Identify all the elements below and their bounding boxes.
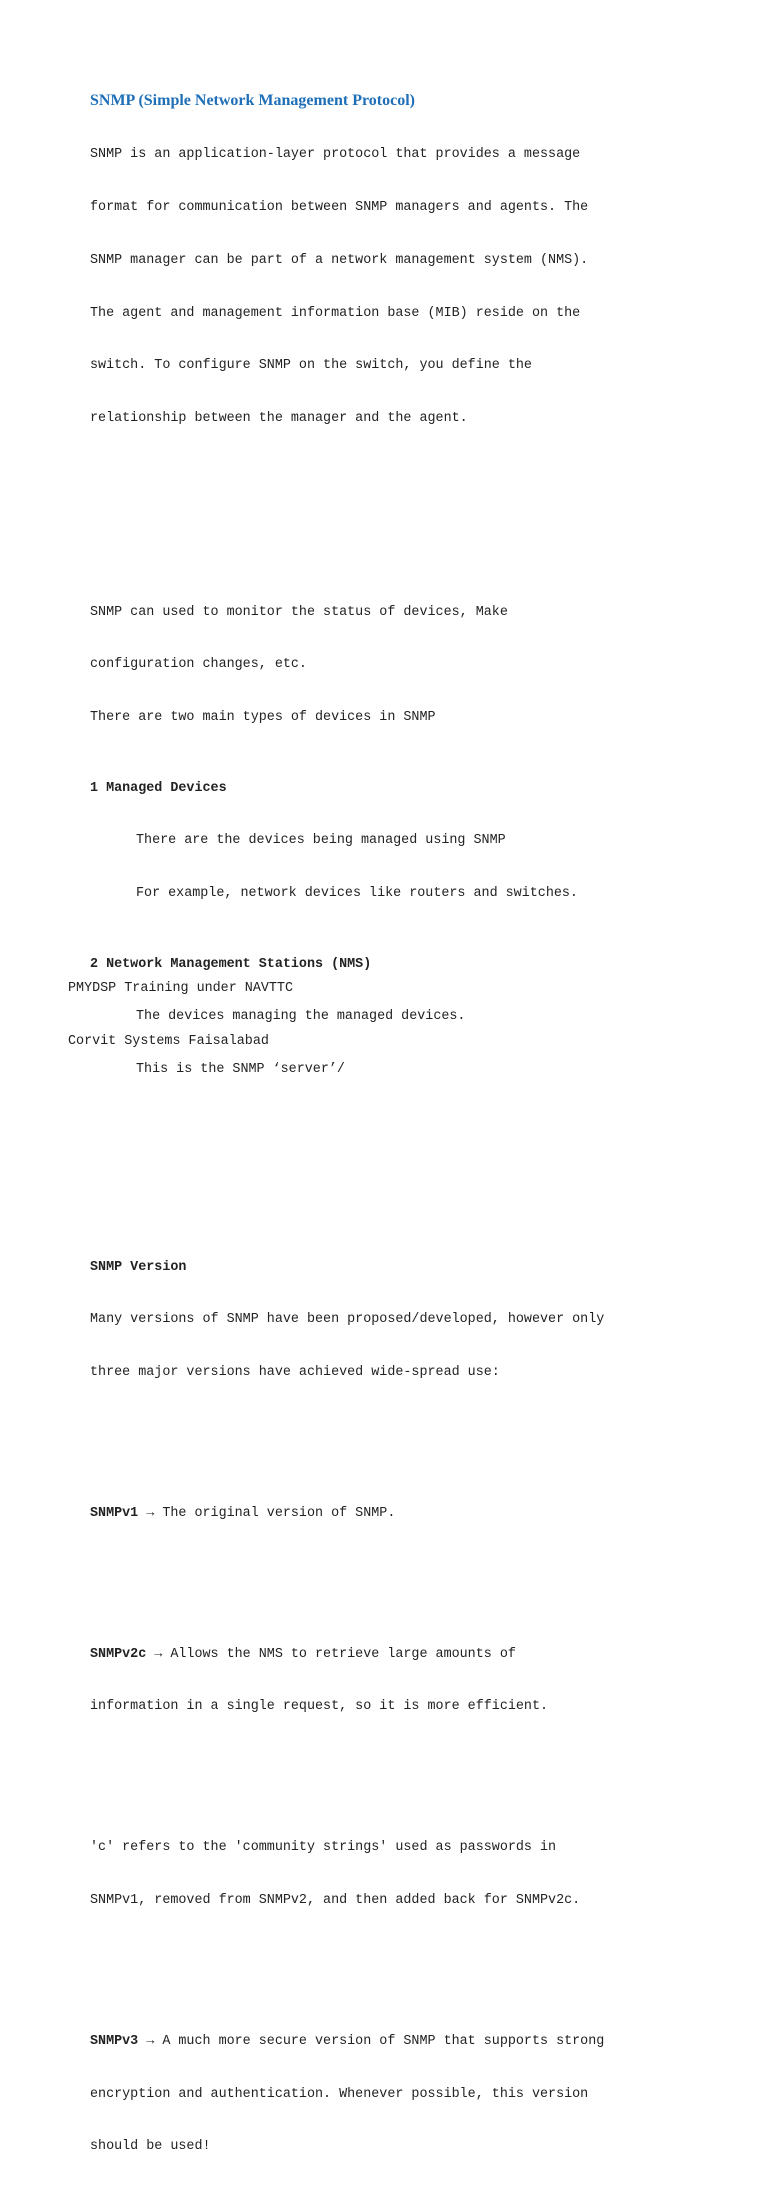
spacer (90, 1575, 730, 1593)
versions-intro-line: three major versions have achieved wide-spread use: (90, 1365, 500, 1381)
spacer (90, 480, 730, 498)
community-note: SNMPv1, removed from SNMPv2, and then added back for SNMPv2c. (90, 1892, 581, 1908)
versions-intro-line: Many versions of SNMP have been proposed/developed, however only (90, 1312, 605, 1328)
spacer (90, 1184, 730, 1202)
device-type-detail: This is the SNMP ‘server’/ (136, 1062, 345, 1078)
spacer (90, 1131, 730, 1149)
intro-line: relationship between the manager and the agent. (90, 411, 468, 427)
version-v2c: SNMPv2c → Allows the NMS to retrieve large amounts of (90, 1646, 516, 1662)
version-label: SNMPv2c (90, 1646, 147, 1662)
device-type-heading: 2 Network Management Stations (NMS) (90, 956, 372, 972)
footer-line: Corvit Systems Faisalabad (68, 1033, 269, 1049)
spacer (90, 1962, 730, 1980)
spacer (90, 533, 730, 551)
document-body (90, 111, 730, 2191)
version-label: SNMPv1 (90, 1505, 139, 1521)
uses-line: configuration changes, etc. (90, 657, 307, 673)
device-type-detail: For example, network devices like routers and switches. (136, 886, 578, 902)
intro-line: SNMP manager can be part of a network management system (NMS). (90, 252, 589, 268)
page-title: SNMP (Simple Network Management Protocol) (90, 92, 415, 109)
uses-line: There are two main types of devices in SNMP (90, 710, 436, 726)
footer-line: PMYDSP Training under NAVTTC (68, 981, 293, 997)
page-footer (68, 945, 293, 1086)
spacer (90, 1769, 730, 1787)
intro-line: SNMP is an application-layer protocol that provides a message (90, 147, 581, 163)
version-label: SNMPv3 (90, 2033, 139, 2049)
version-v1: SNMPv1 → The original version of SNMP. (90, 1505, 396, 1521)
device-type-detail: There are the devices being managed using SNMP (136, 833, 506, 849)
intro-line: switch. To configure SNMP on the switch, you define the (90, 358, 532, 374)
intro-line: format for communication between SNMP managers and agents. The (90, 199, 589, 215)
section-heading: SNMP Version (90, 1259, 187, 1275)
spacer (90, 1435, 730, 1453)
device-type-heading: 1 Managed Devices (90, 780, 227, 796)
community-note: 'c' refers to the 'community strings' used as passwords in (90, 1840, 557, 1856)
version-v2c-detail: information in a single request, so it is more efficient. (90, 1699, 549, 1715)
uses-line: SNMP can used to monitor the status of devices, Make (90, 604, 508, 620)
version-v3-detail: should be used! (90, 2139, 211, 2155)
device-type-detail: The devices managing the managed devices. (136, 1009, 466, 1025)
version-v3: SNMPv3 → A much more secure version of SNMP that supports strong (90, 2033, 605, 2049)
intro-line: The agent and management information base (MIB) reside on the (90, 305, 581, 321)
version-v3-detail: encryption and authentication. Whenever possible, this version (90, 2086, 589, 2102)
